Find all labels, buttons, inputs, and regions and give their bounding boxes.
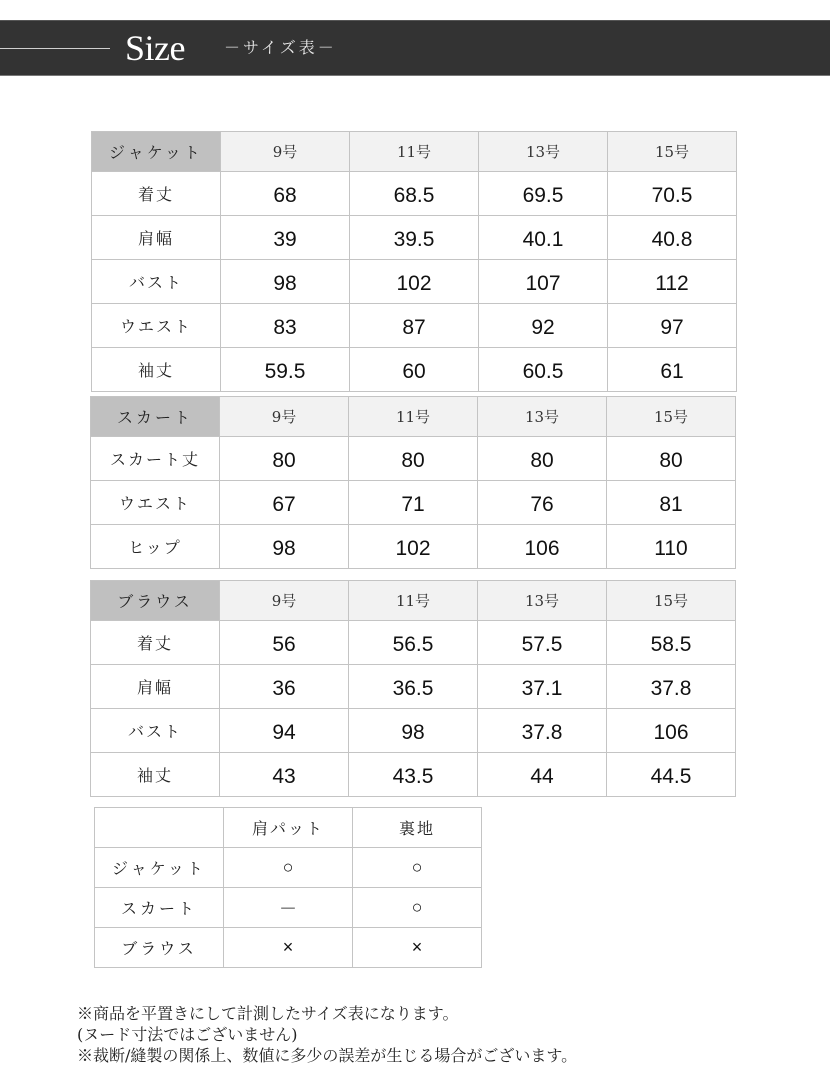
measure-value: 81 [607,481,736,525]
measure-value: 39.5 [350,216,479,260]
measure-value: 102 [349,525,478,569]
measure-value: 57.5 [478,621,607,665]
measure-value: 106 [607,709,736,753]
size-header: 11号 [350,132,479,172]
table-header-row [95,808,482,848]
feature-header-shoulder-pad: 肩パット [224,808,353,848]
measure-value: 39 [221,216,350,260]
size-header: 9号 [220,581,349,621]
page-title: Size [125,28,185,68]
feature-mark: × [224,928,353,968]
table-row [91,525,736,569]
measure-value: 56.5 [349,621,478,665]
note-line: ※商品を平置きにして計測したサイズ表になります。 [77,1004,459,1023]
measure-value: 71 [349,481,478,525]
feature-header-lining: 裏地 [353,808,482,848]
measure-value: 80 [607,437,736,481]
skirt-size-table [90,396,736,569]
measure-label: 着丈 [91,621,220,665]
measure-value: 107 [479,260,608,304]
measure-label: バスト [92,260,221,304]
measure-value: 112 [608,260,737,304]
note-line: (ヌード寸法ではございません) [77,1025,298,1044]
measure-label: ウエスト [91,481,220,525]
measure-label: ヒップ [91,525,220,569]
measure-label: 袖丈 [92,348,221,392]
table-category-label: スカート [91,397,220,437]
header-bar [0,20,830,76]
measure-value: 37.8 [607,665,736,709]
measure-value: 59.5 [221,348,350,392]
feature-mark: × [353,928,482,968]
notes [77,1003,577,1066]
size-header: 15号 [607,397,736,437]
measure-value: 40.8 [608,216,737,260]
measure-value: 80 [349,437,478,481]
size-header: 9号 [220,397,349,437]
size-header: 15号 [608,132,737,172]
note-line: ※裁断/縫製の関係上、数値に多少の誤差が生じる場合がございます。 [77,1046,578,1065]
item-label: ブラウス [95,928,224,968]
page-subtitle: －サイズ表－ [224,38,337,57]
measure-value: 83 [221,304,350,348]
measure-label: 肩幅 [92,216,221,260]
item-label: スカート [95,888,224,928]
table-row [91,753,736,797]
features-table [94,807,482,968]
measure-value: 44.5 [607,753,736,797]
table-row [91,665,736,709]
measure-label: 肩幅 [91,665,220,709]
measure-value: 98 [349,709,478,753]
feature-mark: ○ [353,848,482,888]
table-row [91,709,736,753]
table-row [91,481,736,525]
measure-value: 68 [221,172,350,216]
table-header-row [92,132,737,172]
measure-label: スカート丈 [91,437,220,481]
measure-value: 80 [220,437,349,481]
table-row [95,888,482,928]
table-category-label: ジャケット [92,132,221,172]
size-header: 15号 [607,581,736,621]
table-row [92,304,737,348]
table-row [92,260,737,304]
measure-value: 97 [608,304,737,348]
feature-mark: ○ [353,888,482,928]
measure-value: 43.5 [349,753,478,797]
measure-label: ウエスト [92,304,221,348]
measure-value: 36 [220,665,349,709]
measure-value: 44 [478,753,607,797]
jacket-size-table [91,131,737,392]
measure-value: 69.5 [479,172,608,216]
item-label: ジャケット [95,848,224,888]
measure-value: 61 [608,348,737,392]
table-category-label: ブラウス [91,581,220,621]
measure-value: 110 [607,525,736,569]
size-header: 11号 [349,581,478,621]
measure-value: 60.5 [479,348,608,392]
table-row [91,437,736,481]
blouse-size-table [90,580,736,797]
table-header-row [91,581,736,621]
table-row [95,928,482,968]
measure-value: 43 [220,753,349,797]
size-header: 9号 [221,132,350,172]
measure-value: 102 [350,260,479,304]
measure-label: バスト [91,709,220,753]
feature-mark: － [224,888,353,928]
table-row [92,348,737,392]
size-header: 13号 [479,132,608,172]
table-row [91,621,736,665]
measure-value: 98 [221,260,350,304]
measure-value: 37.8 [478,709,607,753]
measure-value: 106 [478,525,607,569]
measure-label: 着丈 [92,172,221,216]
measure-value: 40.1 [479,216,608,260]
size-header: 13号 [478,581,607,621]
table-row [92,172,737,216]
measure-value: 58.5 [607,621,736,665]
measure-value: 80 [478,437,607,481]
measure-value: 76 [478,481,607,525]
measure-value: 67 [220,481,349,525]
size-header: 13号 [478,397,607,437]
measure-value: 37.1 [478,665,607,709]
measure-value: 36.5 [349,665,478,709]
size-header: 11号 [349,397,478,437]
corner-cell [95,808,224,848]
measure-value: 56 [220,621,349,665]
measure-value: 98 [220,525,349,569]
table-header-row [91,397,736,437]
feature-mark: ○ [224,848,353,888]
measure-value: 68.5 [350,172,479,216]
measure-value: 60 [350,348,479,392]
measure-value: 94 [220,709,349,753]
header-divider-line [0,48,110,49]
measure-value: 87 [350,304,479,348]
measure-value: 70.5 [608,172,737,216]
table-row [95,848,482,888]
measure-value: 92 [479,304,608,348]
measure-label: 袖丈 [91,753,220,797]
table-row [92,216,737,260]
